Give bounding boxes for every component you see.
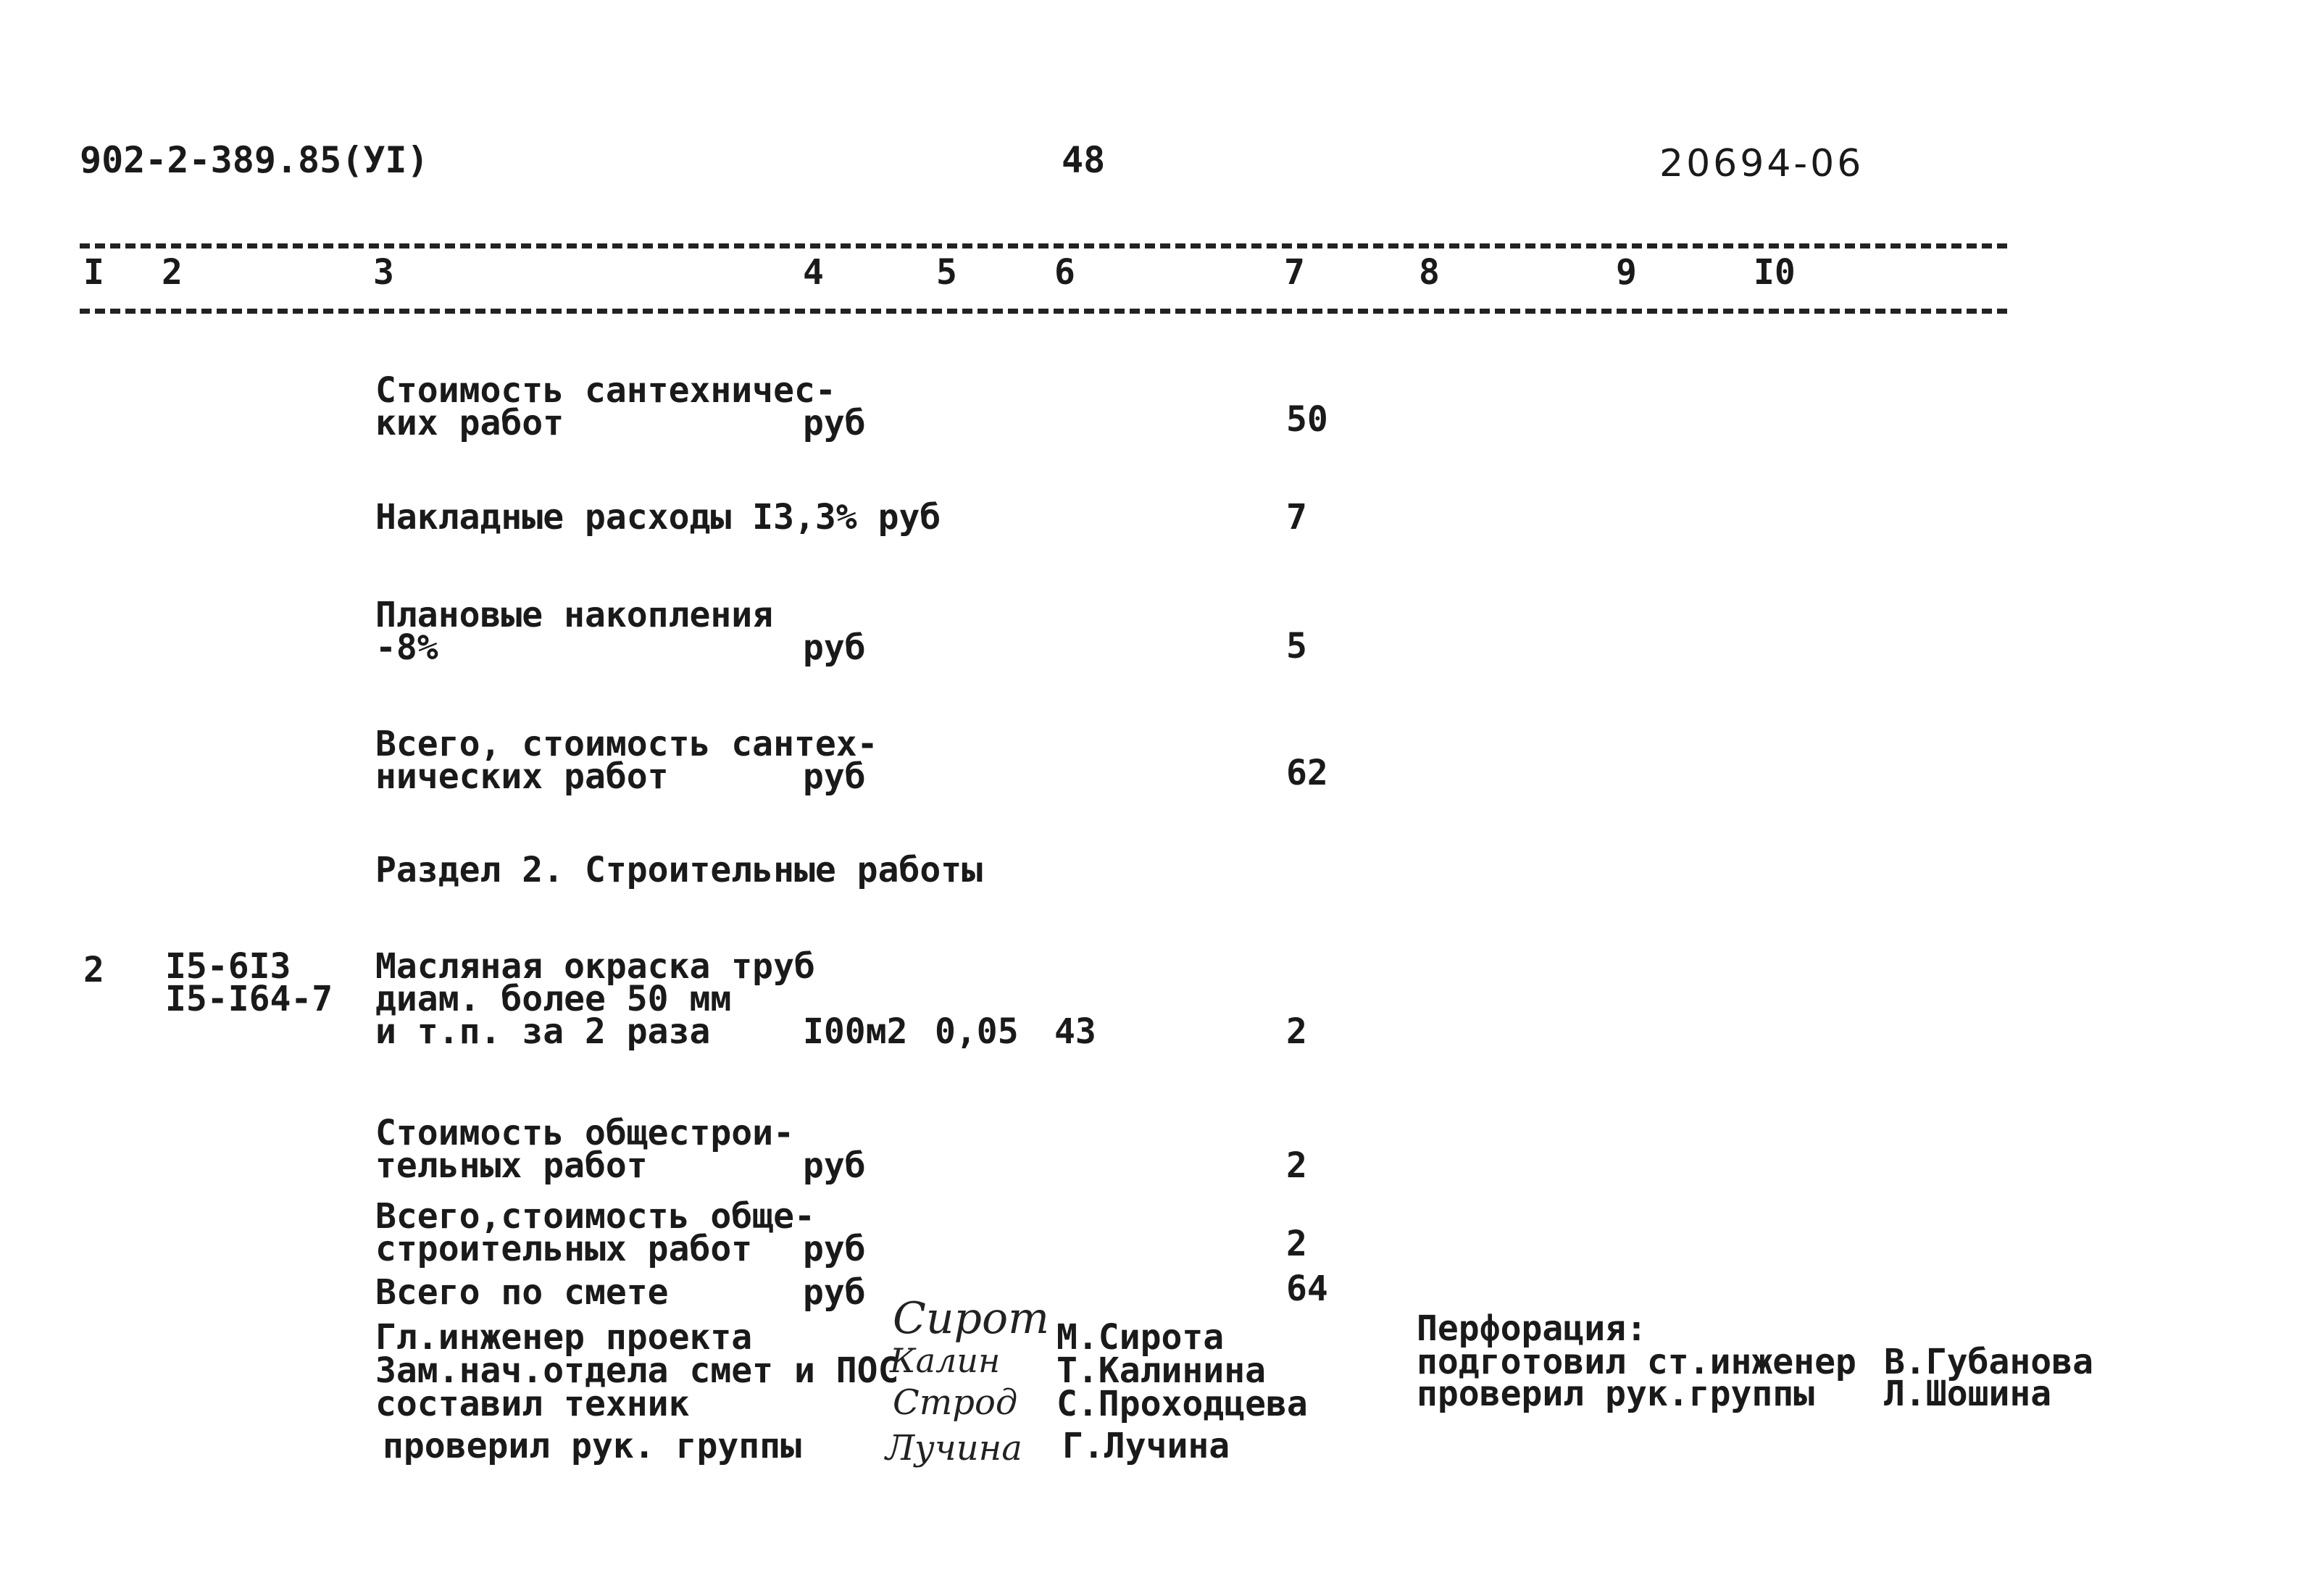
col-header-2: 2: [162, 252, 183, 293]
doc-code: 902-2-389.85(УI): [80, 139, 429, 181]
signature-name-kalinina: Т.Калинина: [1056, 1350, 1266, 1391]
row-planned-savings-name-1: Плановые накопления: [375, 595, 774, 635]
col-header-6: 6: [1054, 252, 1075, 293]
row-planned-savings-total: 5: [1286, 626, 1307, 667]
row-construction-cost-unit: руб: [803, 1145, 866, 1186]
col-header-9: 9: [1616, 252, 1637, 293]
row-painting-total: 2: [1286, 1011, 1307, 1052]
handwritten-signature-3: Строд: [893, 1382, 1018, 1423]
row-sanitary-total-name-1: Всего, стоимость сантех-: [375, 724, 878, 764]
row-planned-savings-unit: руб: [803, 627, 866, 668]
col-header-10: I0: [1754, 252, 1796, 293]
col-header-4: 4: [803, 252, 824, 293]
perforation-role-checked-by: проверил рук.группы: [1417, 1374, 1815, 1414]
row-painting-name-2: диам. более 50 мм: [375, 979, 732, 1019]
row-painting-number: 2: [83, 950, 104, 990]
col-header-7: 7: [1284, 252, 1305, 293]
signature-name-sirota: М.Сирота: [1056, 1317, 1225, 1358]
signature-role-compiled-by: составил техник: [375, 1384, 690, 1424]
signature-role-checked-by: проверил рук. группы: [383, 1426, 801, 1466]
section-heading: Раздел 2. Строительные работы: [375, 850, 983, 890]
col-header-5: 5: [936, 252, 957, 293]
row-construction-total-name-2: строительных работ: [375, 1229, 753, 1269]
row-sanitary-cost-name-1: Стоимость сантехничес-: [375, 370, 836, 411]
signature-role-chief-engineer: Гл.инженер проекта: [375, 1317, 753, 1358]
col-header-8: 8: [1419, 252, 1440, 293]
signature-name-luchina: Г.Лучина: [1062, 1426, 1230, 1466]
perforation-title: Перфорация:: [1417, 1308, 1647, 1349]
row-sanitary-total-unit: руб: [803, 756, 866, 797]
row-construction-total-total: 2: [1286, 1224, 1307, 1264]
row-overhead-total: 7: [1286, 497, 1307, 538]
row-estimate-total-name: Всего по смете: [375, 1272, 669, 1313]
perforation-name-gubanova: В.Губанова: [1884, 1342, 2093, 1382]
row-sanitary-total-name-2: нических работ: [375, 756, 669, 797]
handwritten-signature-1: Сирот: [893, 1293, 1049, 1344]
row-construction-total-unit: руб: [803, 1229, 866, 1269]
row-estimate-total-unit: руб: [803, 1272, 866, 1313]
row-painting-code-1: I5-6I3: [165, 946, 291, 987]
row-construction-cost-total: 2: [1286, 1145, 1307, 1186]
handwritten-signature-2: Калин: [890, 1341, 1001, 1380]
row-planned-savings-name-2: -8%: [375, 627, 438, 668]
handwritten-signature-4: Лучина: [885, 1428, 1022, 1468]
row-sanitary-cost-unit: руб: [803, 403, 866, 443]
row-painting-unit: I00м2: [803, 1011, 908, 1052]
signature-role-deputy-head: Зам.нач.отдела смет и ПОС: [375, 1350, 899, 1391]
col-header-1: I: [83, 252, 104, 293]
row-construction-total-name-1: Всего,стоимость обще-: [375, 1196, 815, 1237]
page-number: 48: [1062, 139, 1106, 181]
row-sanitary-total-total: 62: [1286, 753, 1328, 793]
row-construction-cost-name-1: Стоимость общестрои-: [375, 1113, 794, 1153]
row-painting-quantity: 0,05: [935, 1011, 1019, 1052]
row-painting-name-3: и т.п. за 2 раза: [375, 1011, 711, 1052]
archive-number: 20694-06: [1659, 142, 1864, 185]
perforation-role-prepared-by: подготовил ст.инженер: [1417, 1342, 1856, 1382]
row-painting-name-1: Масляная окраска труб: [375, 946, 815, 987]
row-painting-code-2: I5-I64-7: [165, 979, 333, 1019]
col-header-3: 3: [373, 252, 394, 293]
row-estimate-total-total: 64: [1286, 1269, 1328, 1309]
row-construction-cost-name-2: тельных работ: [375, 1145, 648, 1186]
table-top-divider: [80, 243, 2007, 248]
row-sanitary-cost-total: 50: [1286, 399, 1328, 440]
perforation-name-shoshina: Л.Шошина: [1884, 1374, 2052, 1414]
row-painting-unit-price: 43: [1054, 1011, 1096, 1052]
row-overhead-name: Накладные расходы I3,3% руб: [375, 497, 941, 538]
table-header-divider: [80, 309, 2007, 314]
signature-name-prokhodtseva: С.Проходцева: [1056, 1384, 1308, 1424]
row-sanitary-cost-name-2: ких работ: [375, 403, 564, 443]
